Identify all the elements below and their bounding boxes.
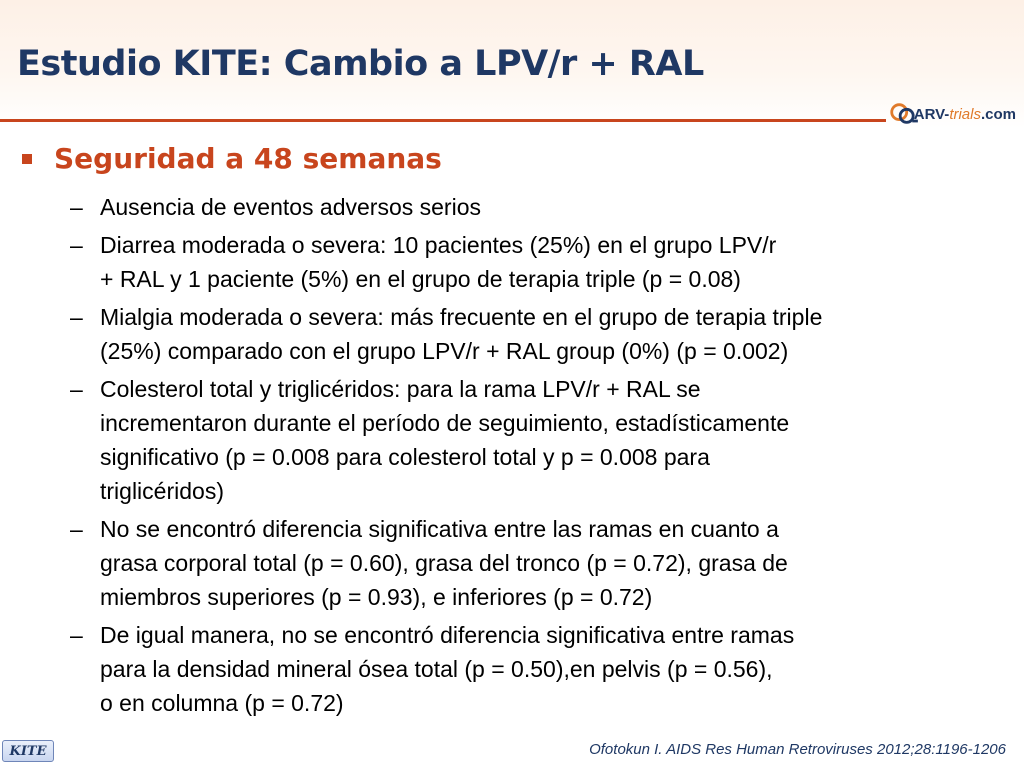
list-item-line: No se encontró diferencia significativa entre las ramas en cuanto a: [100, 516, 779, 542]
list-item-line: grasa corporal total (p = 0.60), grasa del tronco (p = 0.72), grasa de: [100, 550, 788, 576]
list-item-line: De igual manera, no se encontró diferencia significativa entre ramas: [100, 622, 795, 648]
list-item-line: significativo (p = 0.008 para colesterol total y p = 0.008 para: [100, 444, 710, 470]
dash-bullet: –: [70, 622, 83, 648]
list-item-line: (25%) comparado con el grupo LPV/r + RAL group (0%) (p = 0.002): [100, 338, 789, 364]
dash-bullet: –: [70, 194, 83, 220]
list-item-line: Colesterol total y triglicéridos: para la rama LPV/r + RAL se: [100, 376, 701, 402]
list-item-line: triglicéridos): [100, 478, 224, 504]
list-item: [70, 512, 970, 614]
list-item-line: + RAL y 1 paciente (5%) en el grupo de terapia triple (p = 0.08): [100, 266, 741, 292]
sub-bullet-list: [70, 190, 970, 724]
dash-bullet: –: [70, 232, 83, 258]
section-heading: Seguridad a 48 semanas: [54, 142, 442, 175]
logo-text: ARV-trials.com: [913, 105, 1016, 123]
list-item-line: o en columna (p = 0.72): [100, 690, 344, 716]
study-tag: KITE: [2, 740, 54, 762]
list-item: [70, 228, 970, 296]
dash-bullet: –: [70, 376, 83, 402]
list-item: [70, 618, 970, 720]
title-divider: [0, 119, 886, 122]
citation: Ofotokun I. AIDS Res Human Retroviruses 2012;28:1196-1206: [589, 741, 1006, 758]
list-item-line: Ausencia de eventos adversos serios: [100, 194, 481, 220]
list-item-line: miembros superiores (p = 0.93), e inferiores (p = 0.72): [100, 584, 653, 610]
dash-bullet: –: [70, 304, 83, 330]
list-item-line: Diarrea moderada o severa: 10 pacientes (25%) en el grupo LPV/r: [100, 232, 777, 258]
square-bullet-icon: [22, 154, 32, 164]
page-title: Estudio KITE: Cambio a LPV/r + RAL: [17, 44, 704, 84]
list-item: [70, 372, 970, 508]
list-item: [70, 190, 970, 224]
main-bullet: [22, 142, 442, 175]
list-item-line: Mialgia moderada o severa: más frecuente en el grupo de terapia triple: [100, 304, 823, 330]
list-item-line: incrementaron durante el período de seguimiento, estadísticamente: [100, 410, 790, 436]
list-item: [70, 300, 970, 368]
dash-bullet: –: [70, 516, 83, 542]
arv-trials-logo: [888, 100, 1016, 128]
list-item-line: para la densidad mineral ósea total (p = 0.50),en pelvis (p = 0.56),: [100, 656, 773, 682]
